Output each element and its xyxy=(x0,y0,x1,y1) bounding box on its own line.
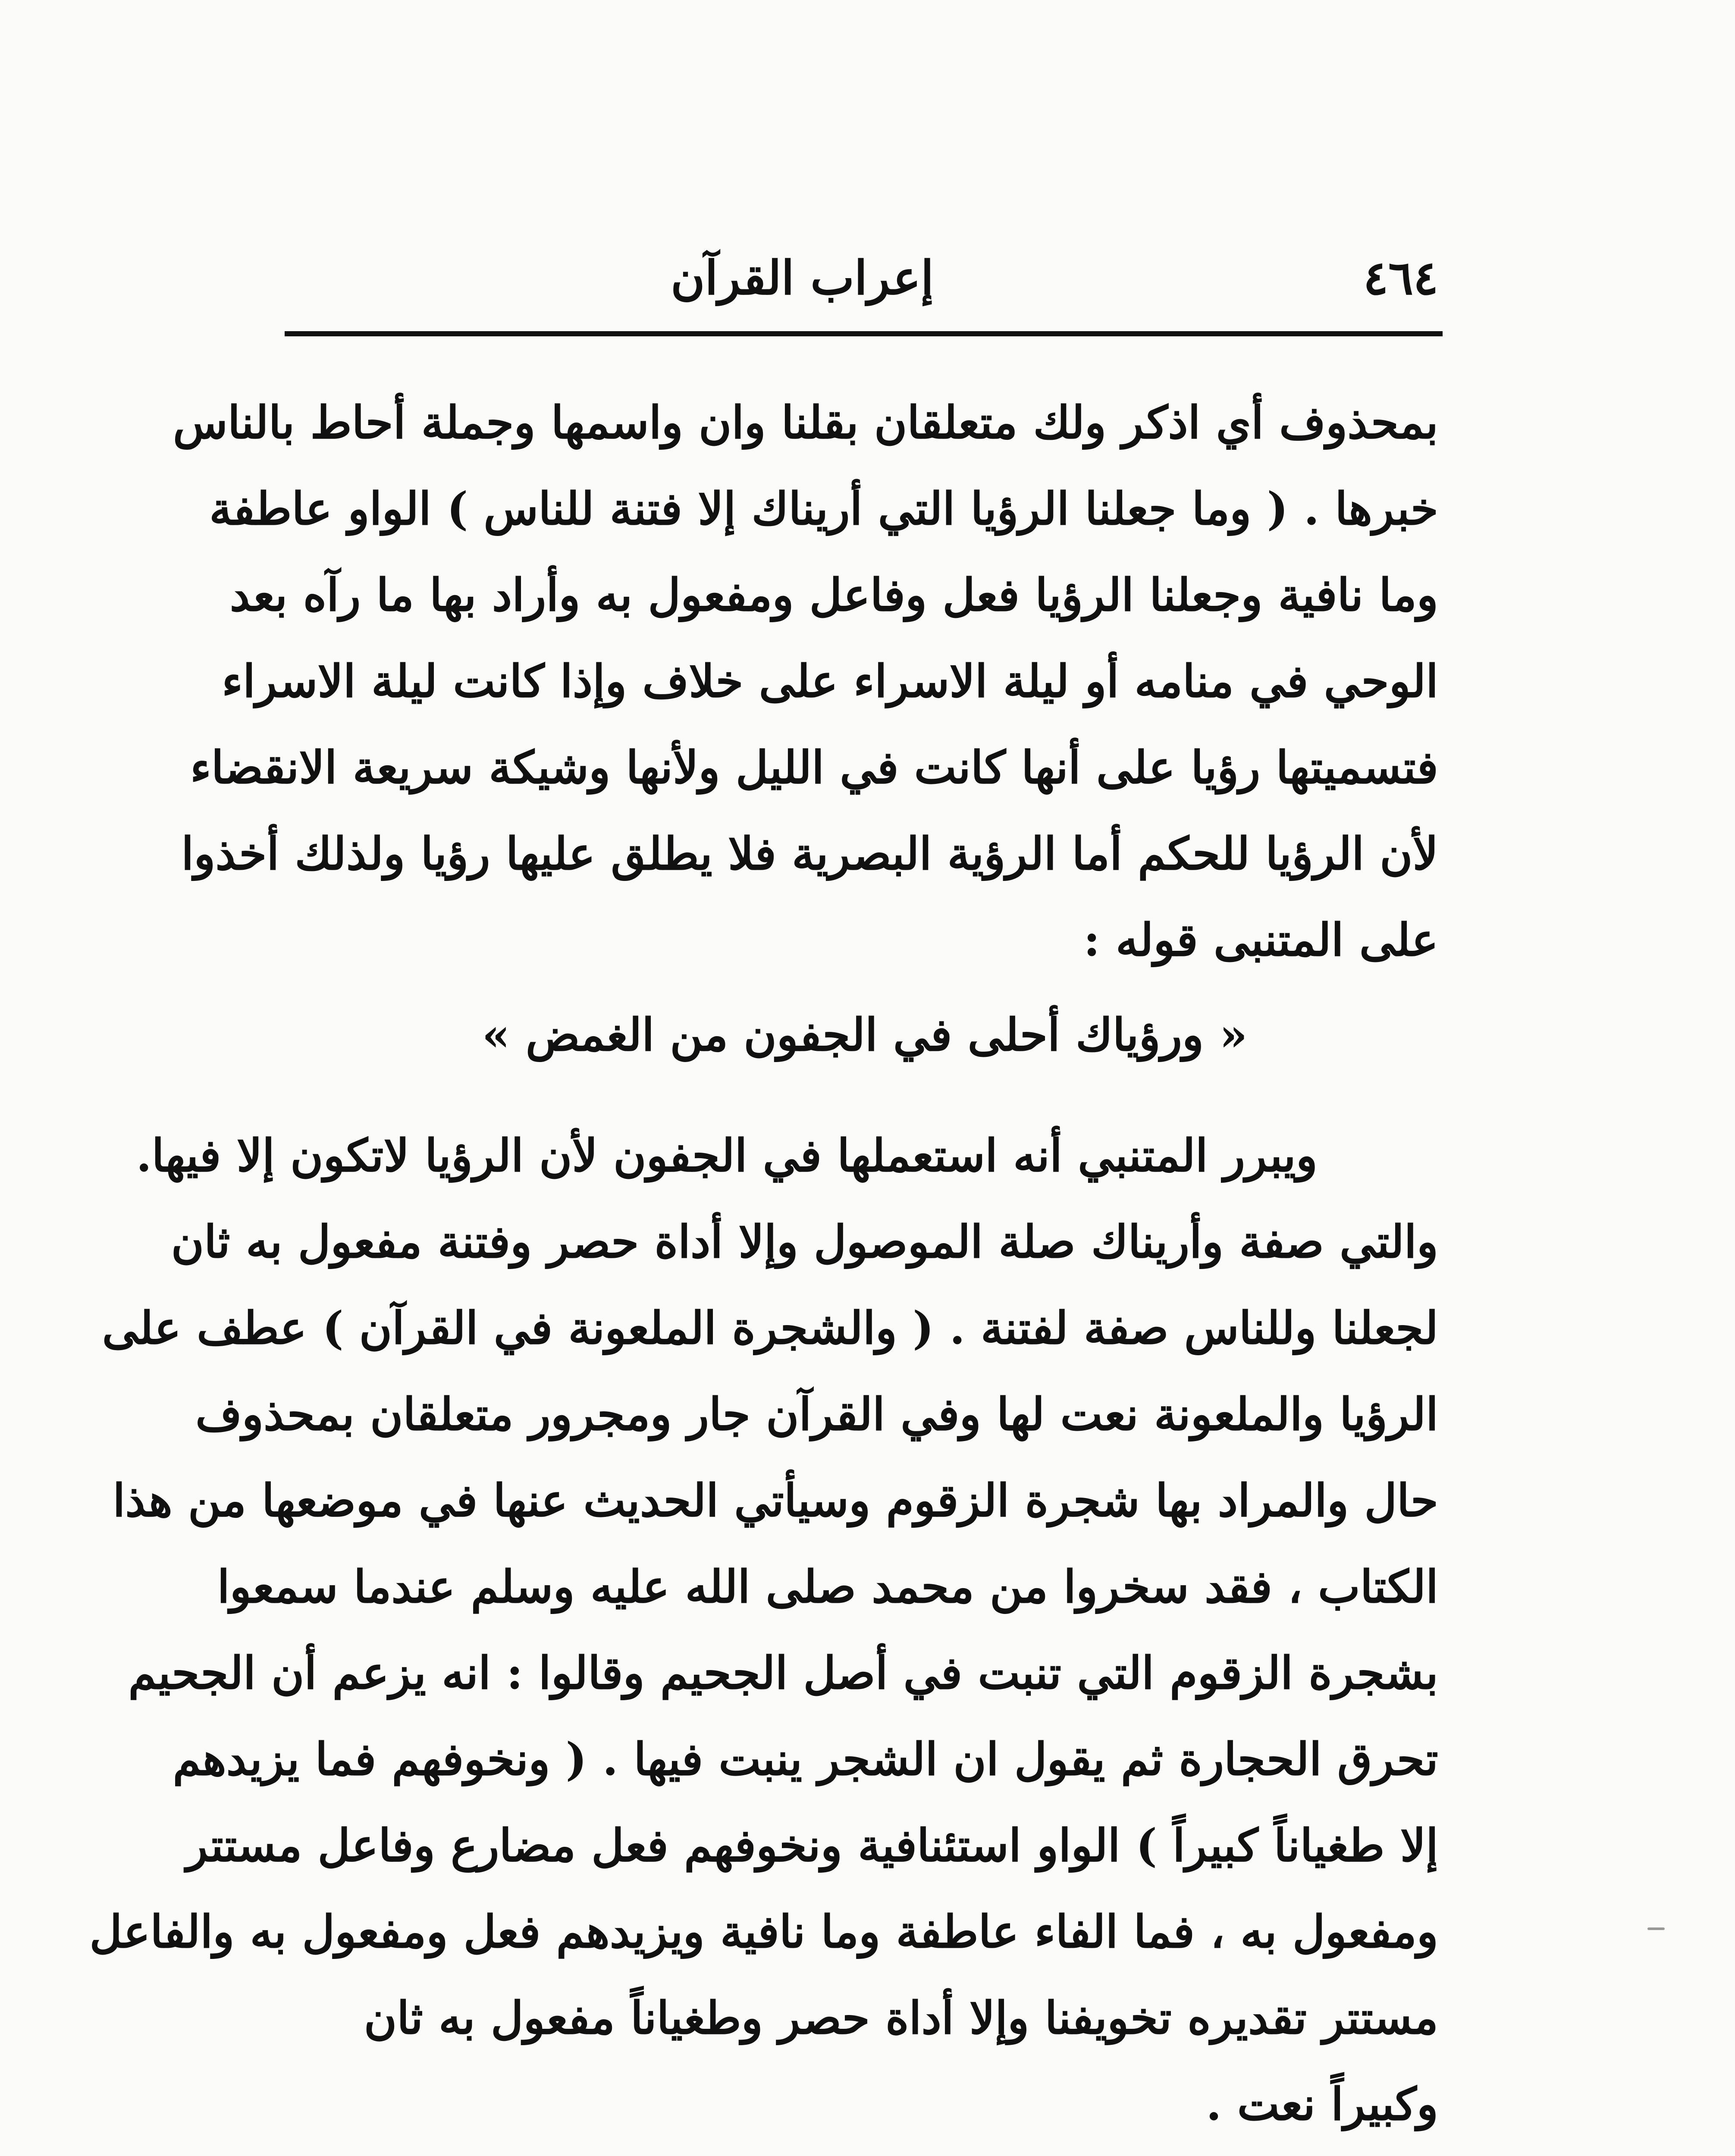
text-line: الوحي في منامه أو ليلة الاسراء على خلاف وإذا كانت ليلة الاسراء xyxy=(222,655,1438,708)
text-line: ومفعول به ، فما الفاء عاطفة وما نافية ويزيدهم فعل ومفعول به والفاعل xyxy=(89,1905,1438,1958)
text-line: والتي صفة وأريناك صلة الموصول وإلا أداة حصر وفتنة مفعول به ثان xyxy=(171,1215,1438,1268)
paragraph-1 xyxy=(173,379,1438,983)
header-rule xyxy=(285,331,1443,336)
text-line: بمحذوف أي اذكر ولك متعلقان بقلنا وان واسمها وجملة أحاط بالناس xyxy=(173,396,1438,449)
text-line: مستتر تقديره تخويفنا وإلا أداة حصر وطغياناً مفعول به ثان xyxy=(364,1991,1438,2044)
text-line: وكبيراً نعت . xyxy=(1206,2078,1438,2131)
text-line: تحرق الحجارة ثم يقول ان الشجر ينبت فيها . ( ونخوفهم فما يزيدهم xyxy=(173,1733,1438,1786)
text-line: لجعلنا وللناس صفة لفتنة . ( والشجرة الملعونة في القرآن ) عطف على xyxy=(102,1301,1438,1354)
text-line: الكتاب ، فقد سخروا من محمد صلى الله عليه وسلم عندما سمعوا xyxy=(217,1560,1438,1613)
running-title: إعراب القرآن xyxy=(671,251,934,305)
text-line: خبرها . ( وما جعلنا الرؤيا التي أريناك إلا فتنة للناس ) الواو عاطفة xyxy=(209,482,1438,535)
text-line: ويبرر المتنبي أنه استعملها في الجفون لأن الرؤيا لاتكون إلا فيها. xyxy=(136,1129,1318,1182)
text-line: بشجرة الزقوم التي تنبت في أصل الجحيم وقالوا : انه يزعم أن الجحيم xyxy=(128,1646,1438,1699)
page-header xyxy=(291,241,1438,315)
text-line: حال والمراد بها شجرة الزقوم وسيأتي الحديث عنها في موضعها من هذا xyxy=(113,1474,1438,1527)
text-line: إلا طغياناً كبيراً ) الواو استئنافية ونخوفهم فعل مضارع وفاعل مستتر xyxy=(186,1819,1438,1872)
quoted-verse: « ورؤياك أحلى في الجفون من الغمض » xyxy=(482,1008,1248,1061)
text-line: الرؤيا والملعونة نعت لها وفي القرآن جار ومجرور متعلقان بمحذوف xyxy=(195,1388,1438,1441)
text-line: فتسميتها رؤيا على أنها كانت في الليل ولأنها وشيكة سريعة الانقضاء xyxy=(190,741,1438,794)
page-number: ٤٦٤ xyxy=(1363,251,1438,305)
scan-speck xyxy=(1647,1927,1665,1930)
text-line: على المتنبى قوله : xyxy=(1083,913,1438,966)
text-line: لأن الرؤيا للحكم أما الرؤية البصرية فلا يطلق عليها رؤيا ولذلك أخذوا xyxy=(181,827,1438,880)
text-line: وما نافية وجعلنا الرؤيا فعل وفاعل ومفعول به وأراد بها ما رآه بعد xyxy=(229,568,1438,621)
paragraph-2 xyxy=(89,1112,1438,2147)
